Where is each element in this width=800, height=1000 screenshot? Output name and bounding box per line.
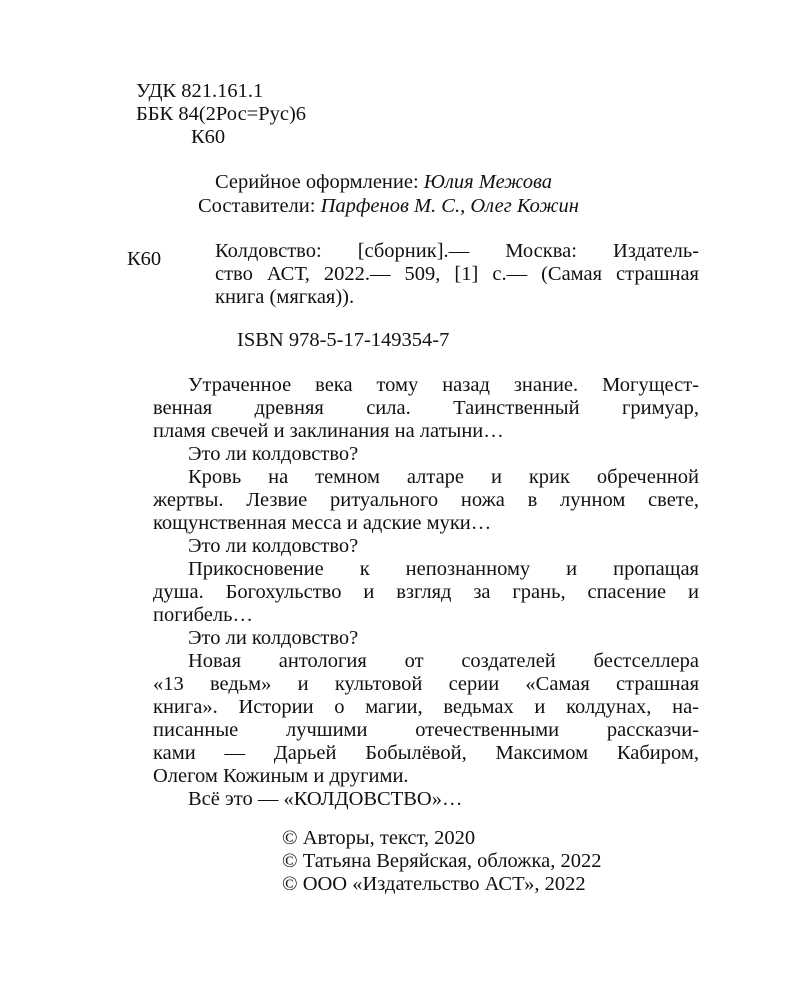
annotation-line: ками — Дарьей Бобылёвой, Максимом Кабиром,: [153, 742, 699, 764]
udk-code: УДК 821.161.1: [136, 80, 264, 102]
annotation-line: Всё это — «КОЛДОВСТВО»…: [188, 788, 463, 810]
annotation-line: пламя свечей и заклинания на латыни…: [153, 420, 504, 442]
compilers-label: Составители:: [198, 195, 321, 217]
annotation: [153, 374, 699, 811]
copyright-line: © Татьяна Веряйская, обложка, 2022: [282, 850, 602, 872]
annotation-line: Прикосновение к непознанному и пропащая: [188, 558, 699, 580]
catalog-line: книга (мягкая)).: [215, 286, 355, 308]
annotation-line: Кровь на темном алтаре и крик обреченной: [188, 466, 699, 488]
series-design-credit: [215, 171, 552, 194]
annotation-line: Это ли колдовство?: [188, 443, 359, 465]
annotation-line: венная древняя сила. Таинственный гримуар,: [153, 397, 699, 419]
annotation-line: писанные лучшими отечественными рассказчи-: [153, 719, 699, 741]
catalog-line: ство АСТ, 2022.— 509, [1] с.— (Самая страшная: [215, 263, 699, 285]
annotation-line: Олегом Кожиным и другими.: [153, 765, 409, 787]
annotation-line: Новая антология от создателей бестселлера: [188, 650, 699, 672]
compilers-credit: [198, 195, 579, 218]
isbn: ISBN 978-5-17-149354-7: [237, 329, 450, 351]
annotation-line: кощунственная месса и адские муки…: [153, 512, 492, 534]
annotation-line: книга». Истории о магии, ведьмах и колдунах, на-: [153, 696, 699, 718]
copyright-line: © ООО «Издательство АСТ», 2022: [282, 873, 586, 895]
catalog-description: [215, 240, 699, 309]
annotation-line: Это ли колдовство?: [188, 535, 359, 557]
copyright-block: [282, 827, 601, 896]
catalog-line: Колдовство: [сборник].— Москва: Издатель-: [215, 240, 699, 262]
author-mark: К60: [191, 126, 226, 148]
copyright-line: © Авторы, текст, 2020: [282, 827, 476, 849]
series-design-name: Юлия Межова: [423, 171, 552, 193]
catalog-code: К60: [127, 248, 162, 270]
annotation-line: Это ли колдовство?: [188, 627, 359, 649]
annotation-line: «13 ведьм» и культовой серии «Самая страшная: [153, 673, 699, 695]
bbk-code: ББК 84(2Рос=Рус)6: [136, 103, 307, 125]
series-design-label: Серийное оформление:: [215, 171, 424, 193]
annotation-line: погибель…: [153, 604, 253, 626]
annotation-line: душа. Богохульство и взгляд за грань, спасение и: [153, 581, 699, 603]
compilers-names: Парфенов М. С., Олег Кожин: [320, 195, 579, 217]
annotation-line: жертвы. Лезвие ритуального ножа в лунном свете,: [153, 489, 699, 511]
annotation-line: Утраченное века тому назад знание. Могущест-: [188, 374, 699, 396]
